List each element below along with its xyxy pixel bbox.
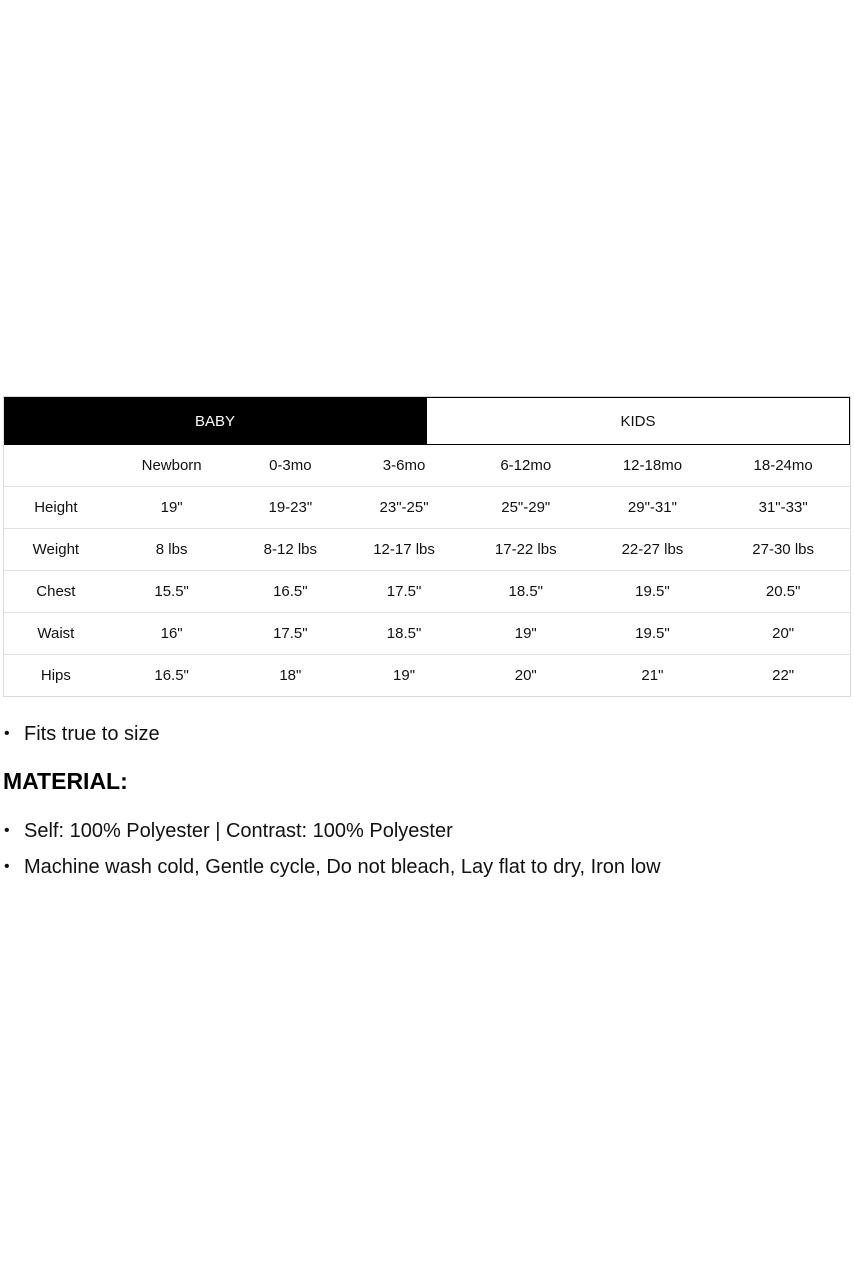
table-cell: 22" xyxy=(716,655,850,697)
bullet-icon: • xyxy=(4,822,10,839)
table-cell: 16.5" xyxy=(235,571,345,613)
table-header-cell: Newborn xyxy=(141,457,202,474)
table-cell: 21" xyxy=(589,655,717,697)
list-item xyxy=(4,854,661,880)
row-label-cell: Weight xyxy=(4,529,108,571)
table-cell: 16.5" xyxy=(108,655,236,697)
size-chart xyxy=(3,396,851,697)
table-cell: 22-27 lbs xyxy=(589,529,717,571)
material-heading: MATERIAL: xyxy=(3,768,128,794)
table-cell: 20" xyxy=(716,613,850,655)
table-cell: 18" xyxy=(235,655,345,697)
size-table xyxy=(4,445,850,696)
table-cell: 8-12 lbs xyxy=(235,529,345,571)
table-cell: 20" xyxy=(463,655,589,697)
table-cell: 27-30 lbs xyxy=(716,529,850,571)
table-row xyxy=(4,487,850,529)
table-cell: 16" xyxy=(108,613,236,655)
bullet-icon: • xyxy=(4,858,10,875)
table-header-cell xyxy=(4,445,108,487)
material-list xyxy=(4,818,661,890)
table-cell: 8 lbs xyxy=(108,529,236,571)
table-cell: 19" xyxy=(108,487,236,529)
list-item xyxy=(4,721,160,747)
row-label-cell: Waist xyxy=(4,613,108,655)
table-cell: 18.5" xyxy=(463,571,589,613)
table-cell: 19-23" xyxy=(235,487,345,529)
list-item xyxy=(4,818,661,844)
table-cell: 17.5" xyxy=(235,613,345,655)
table-cell: 20.5" xyxy=(716,571,850,613)
table-cell: 12-17 lbs xyxy=(345,529,463,571)
table-header-cell: 3-6mo xyxy=(382,457,426,474)
row-label-cell: Height xyxy=(4,487,108,529)
table-row xyxy=(4,529,850,571)
tab-kids[interactable]: KIDS xyxy=(426,397,850,445)
table-cell: 25"-29" xyxy=(463,487,589,529)
table-header-cell: 6-12mo xyxy=(500,457,552,474)
fit-notes-list xyxy=(4,721,160,747)
table-header-cell: 12-18mo xyxy=(622,457,683,474)
table-cell: 29"-31" xyxy=(589,487,717,529)
bullet-icon: • xyxy=(4,725,10,742)
table-cell: 19.5" xyxy=(589,613,717,655)
list-item-text: Fits true to size xyxy=(24,723,160,745)
table-cell: 18.5" xyxy=(345,613,463,655)
table-row xyxy=(4,613,850,655)
row-label-cell: Chest xyxy=(4,571,108,613)
table-header-row xyxy=(4,445,850,487)
table-row xyxy=(4,571,850,613)
table-header-cell: 0-3mo xyxy=(269,457,312,474)
table-cell: 19" xyxy=(463,613,589,655)
list-item-text: Self: 100% Polyester | Contrast: 100% Polyester xyxy=(24,820,453,842)
row-label-cell: Hips xyxy=(4,655,108,697)
table-cell: 31"-33" xyxy=(716,487,850,529)
size-chart-tabs xyxy=(4,397,850,445)
table-header-cell: 18-24mo xyxy=(753,457,813,474)
table-row xyxy=(4,655,850,697)
table-cell: 17-22 lbs xyxy=(463,529,589,571)
table-cell: 23"-25" xyxy=(345,487,463,529)
table-cell: 15.5" xyxy=(108,571,236,613)
list-item-text: Machine wash cold, Gentle cycle, Do not bleach, Lay flat to dry, Iron low xyxy=(24,856,661,878)
tab-baby[interactable]: BABY xyxy=(4,397,426,445)
table-cell: 17.5" xyxy=(345,571,463,613)
table-cell: 19" xyxy=(345,655,463,697)
table-cell: 19.5" xyxy=(589,571,717,613)
